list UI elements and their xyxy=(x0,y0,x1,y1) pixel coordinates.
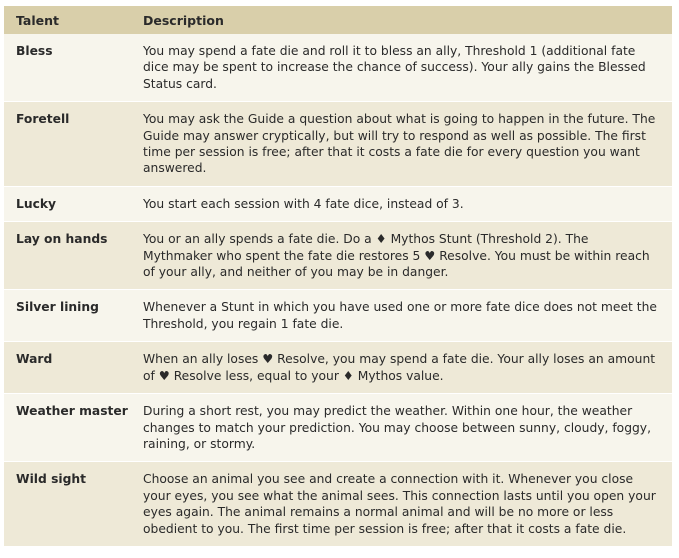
table-header xyxy=(4,6,672,34)
table-row xyxy=(4,102,672,187)
table-row xyxy=(4,222,672,290)
talent-name: Silver lining xyxy=(16,300,99,315)
talent-description: Whenever a Stunt in which you have used one or more fate dice does not meet the Threshold, you regain 1 fate die. xyxy=(143,300,657,331)
talents-table xyxy=(4,6,672,547)
table-row xyxy=(4,290,672,342)
table-row xyxy=(4,34,672,102)
talent-description: During a short rest, you may predict the weather. Within one hour, the weather changes to match your prediction. You may choose between sunny, cloudy, foggy, raining, or stormy. xyxy=(143,404,651,451)
talent-description: Choose an animal you see and create a connection with it. Whenever you close your eyes, you see what the animal sees. This connection lasts until you open your eyes again. The animal remains a normal animal and will be no more or less obedient to you. The first time per session is free; after that it costs a fate die. xyxy=(143,472,656,536)
talent-name: Lucky xyxy=(16,196,57,211)
talent-name: Wild sight xyxy=(16,472,87,487)
header-talent: Talent xyxy=(16,12,59,28)
talent-description: You may spend a fate die and roll it to bless an ally, Threshold 1 (additional fate dice may be spent to increase the chance of success). Your ally gains the Blessed Status card. xyxy=(143,44,646,91)
table-row xyxy=(4,187,672,222)
table-row xyxy=(4,342,672,394)
talent-description: You or an ally spends a fate die. Do a ♦ Mythos Stunt (Threshold 2). The Mythmaker who spent the fate die restores 5 ♥ Resolve. You must be within reach of your ally, and neither of you may be in danger. xyxy=(143,232,650,280)
talent-description: You may ask the Guide a question about what is going to happen in the future. The Guide may answer cryptically, but will try to respond as well as possible. The first time per session is free; after that it costs a fate die for every question you want answered. xyxy=(143,112,656,176)
talent-name: Lay on hands xyxy=(16,232,108,247)
talent-description: When an ally loses ♥ Resolve, you may spend a fate die. Your ally loses an amount of ♥ Resolve less, equal to your ♦ Mythos value. xyxy=(143,352,656,383)
talent-description: You start each session with 4 fate dice, instead of 3. xyxy=(143,196,464,211)
talent-name: Ward xyxy=(16,352,53,367)
table-row xyxy=(4,394,672,462)
table-body xyxy=(4,34,672,547)
talent-name: Bless xyxy=(16,44,53,58)
table-row xyxy=(4,462,672,547)
talent-name: Weather master xyxy=(16,404,128,419)
header-description: Description xyxy=(143,12,224,28)
talent-name: Foretell xyxy=(16,112,70,127)
